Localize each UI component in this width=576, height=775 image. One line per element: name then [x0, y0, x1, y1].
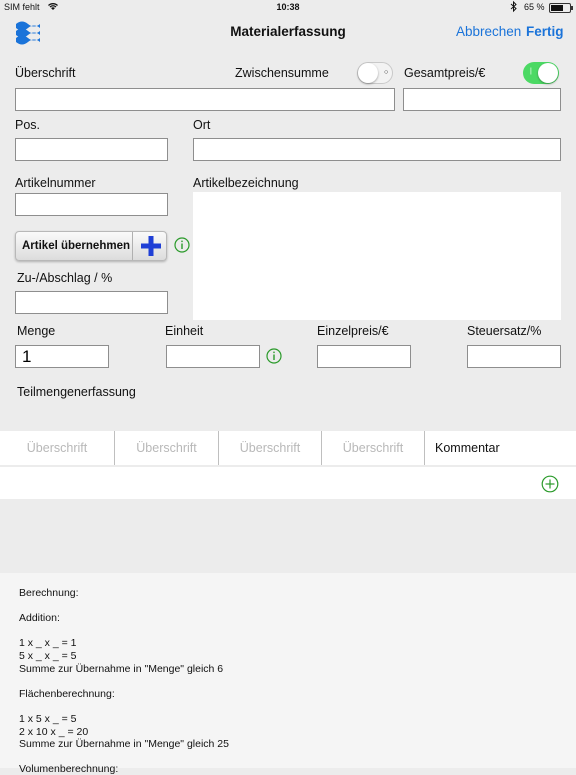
- entry-row: [0, 467, 576, 499]
- info-icon[interactable]: [174, 237, 190, 253]
- ort-label: Ort: [193, 118, 211, 132]
- gesamtpreis-toggle[interactable]: |: [523, 62, 559, 84]
- bluetooth-icon: [510, 1, 518, 14]
- zuabschlag-label: Zu-/Abschlag / %: [17, 271, 113, 285]
- status-bar: [0, 0, 576, 16]
- tab-ueberschrift-4[interactable]: Überschrift: [342, 441, 404, 455]
- battery-icon: [549, 3, 571, 13]
- tab-kommentar[interactable]: Kommentar: [435, 441, 500, 455]
- menge-field-box: [15, 345, 109, 368]
- artikelbezeichnung-textarea[interactable]: [193, 192, 561, 320]
- zwischensumme-toggle[interactable]: ○: [357, 62, 393, 84]
- ort-input[interactable]: [194, 139, 560, 160]
- pos-label: Pos.: [15, 118, 41, 132]
- tab-ueberschrift-3[interactable]: Überschrift: [239, 441, 301, 455]
- steuersatz-input[interactable]: [468, 346, 560, 367]
- battery-percent: 65 %: [524, 2, 545, 12]
- einheit-label: Einheit: [165, 324, 204, 338]
- teilmengen-label: Teilmengenerfassung: [17, 385, 136, 399]
- artikelnummer-label: Artikelnummer: [15, 176, 96, 190]
- steuersatz-field-box: [467, 345, 561, 368]
- gesamtpreis-field-box: [403, 88, 561, 111]
- section-divider: [0, 405, 576, 431]
- carrier-label: SIM fehlt: [4, 2, 40, 12]
- menge-input[interactable]: [16, 346, 108, 367]
- cancel-button[interactable]: Abbrechen: [456, 24, 522, 39]
- ueberschrift-input[interactable]: [16, 89, 394, 110]
- help-line: 1 x _ x _ = 1: [19, 637, 77, 650]
- artikelnummer-input[interactable]: [16, 194, 167, 215]
- zwischensumme-label: Zwischensumme: [235, 66, 329, 80]
- help-line: 2 x 10 x _ = 20: [19, 725, 89, 738]
- ueberschrift-field-box: [15, 88, 395, 111]
- help-line: Berechnung:: [19, 587, 79, 599]
- done-button[interactable]: Fertig: [526, 24, 564, 39]
- tab-ueberschrift-2[interactable]: Überschrift: [136, 441, 197, 455]
- help-panel: [0, 573, 576, 775]
- artikelnummer-field-box: [15, 193, 168, 216]
- pos-field-box: [15, 138, 168, 161]
- menge-label: Menge: [17, 324, 56, 338]
- artikel-uebernehmen-button[interactable]: [15, 231, 167, 261]
- help-line: Addition:: [19, 612, 60, 625]
- help-line: 1 x 5 x _ = 5: [19, 713, 77, 725]
- ort-field-box: [193, 138, 561, 161]
- einheit-info-icon[interactable]: [266, 348, 282, 364]
- help-line: Volumenberechnung:: [19, 763, 119, 775]
- help-line: Summe zur Übernahme in "Menge" gleich 25: [19, 738, 229, 751]
- battery-fill: [551, 5, 563, 11]
- gesamtpreis-label: Gesamtpreis/€: [404, 66, 486, 80]
- artikelbezeichnung-label: Artikelbezeichnung: [193, 176, 299, 190]
- gesamtpreis-input[interactable]: [404, 89, 560, 110]
- circle-plus-icon[interactable]: [541, 475, 559, 493]
- einzelpreis-input[interactable]: [318, 346, 410, 367]
- einheit-field-box: [166, 345, 260, 368]
- plus-icon: [139, 234, 163, 258]
- ueberschrift-label: Überschrift: [15, 66, 76, 80]
- entries-area: [0, 499, 576, 573]
- artikel-uebernehmen-label: Artikel übernehmen: [22, 240, 130, 252]
- page-title: Materialerfassung: [230, 24, 346, 39]
- help-line: Flächenberechnung:: [19, 687, 115, 700]
- help-line: Summe zur Übernahme in "Menge" gleich 6: [19, 662, 224, 675]
- steuersatz-label: Steuersatz/%: [467, 324, 542, 338]
- einheit-input[interactable]: [167, 346, 259, 367]
- einzelpreis-field-box: [317, 345, 411, 368]
- zuabschlag-input[interactable]: [16, 292, 167, 313]
- tab-bar: [0, 431, 576, 465]
- clock: 10:38: [276, 2, 300, 12]
- zuabschlag-field-box: [15, 291, 168, 314]
- help-line: 5 x _ x _ = 5: [19, 650, 77, 662]
- einzelpreis-label: Einzelpreis/€: [317, 324, 389, 338]
- pos-input[interactable]: [16, 139, 167, 160]
- tab-ueberschrift-1[interactable]: Überschrift: [26, 441, 88, 455]
